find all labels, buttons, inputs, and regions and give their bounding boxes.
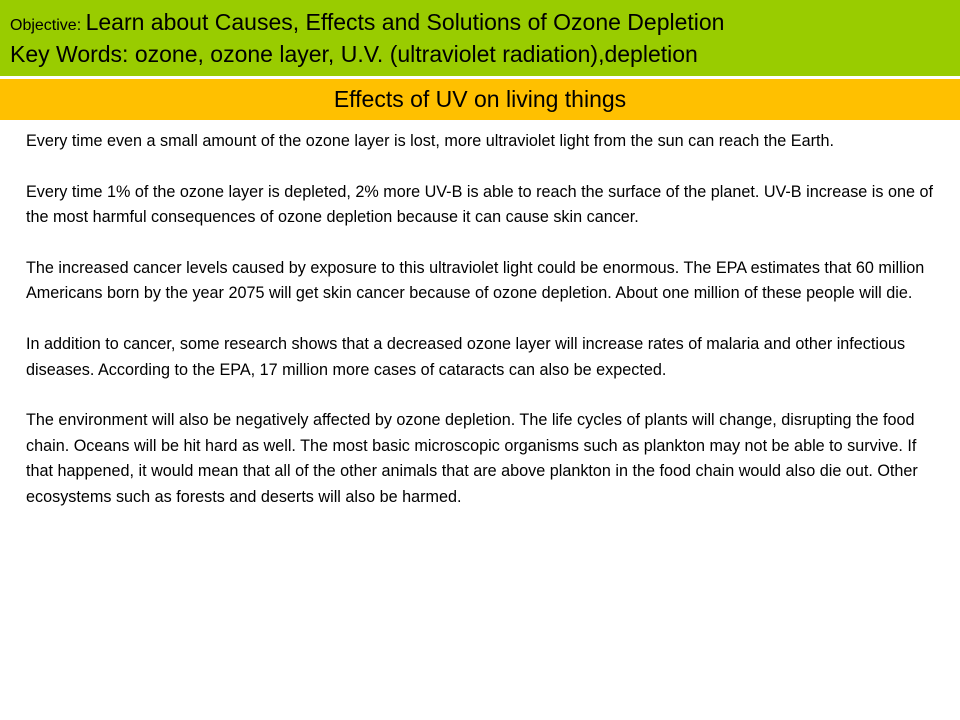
paragraph-cancer-levels: The increased cancer levels caused by exposure to this ultraviolet light could be enormous. The EPA estimates that 60 million Americans born by the year 2075 will get skin cancer because of ozone depletion. About one million of these people will die. — [26, 259, 925, 303]
paragraph-ozone-loss: Every time even a small amount of the ozone layer is lost, more ultraviolet light from the sun can reach the Earth. — [26, 132, 834, 150]
paragraph-environment: The environment will also be negatively affected by ozone depletion. The life cycles of plants will change, disrupting the food chain. Oceans will be hit hard as well. The most basic microscopic organisms such as plankton may not be able to survive. If that happened, it would mean that all of the other animals that are above plankton in the food chain would also die out. Other ecosystems such as forests and deserts will also be harmed. — [26, 411, 918, 506]
section-title-banner — [0, 79, 960, 120]
objective-banner — [0, 0, 960, 76]
objective-label: Objective: — [10, 17, 86, 34]
body-text — [26, 129, 941, 510]
objective-text: Learn about Causes, Effects and Solutions of Ozone Depletion — [85, 9, 725, 35]
paragraph-uv-b-increase: Every time 1% of the ozone layer is depleted, 2% more UV-B is able to reach the surface of the planet. UV-B increase is one of the most harmful consequences of ozone depletion because it can cause skin cancer. — [26, 182, 933, 227]
paragraph-diseases: In addition to cancer, some research shows that a decreased ozone layer will increase rates of malaria and other infectious diseases. According to the EPA, 17 million more cases of cataracts can also be expected. — [26, 335, 906, 379]
key-words-line: Key Words: ozone, ozone layer, U.V. (ultraviolet radiation),depletion — [10, 41, 698, 67]
section-title: Effects of UV on living things — [333, 86, 627, 112]
objective-line — [10, 8, 960, 40]
